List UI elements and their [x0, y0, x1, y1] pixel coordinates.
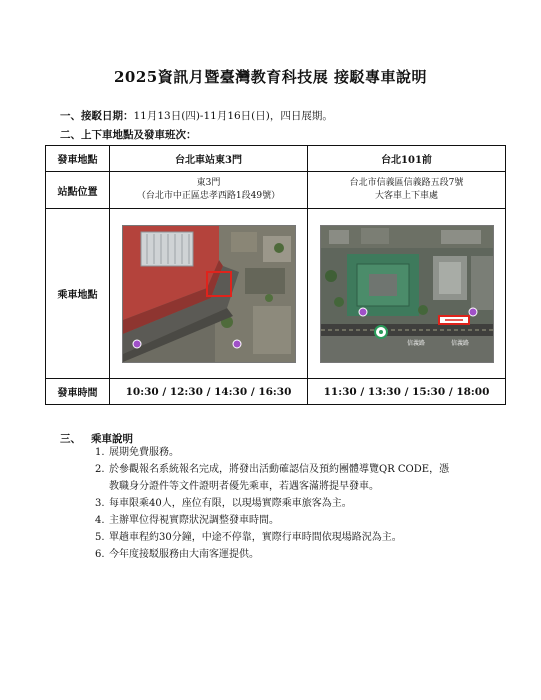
document-title: 2025資訊月暨臺灣教育科技展 接駁專車說明 — [114, 68, 427, 86]
shuttle-dates-label: 一、接駁日期： — [60, 110, 134, 122]
list-item — [95, 529, 455, 546]
map-road-label-1: 信義路 — [406, 339, 425, 347]
note-text: 單趟車程約30分鐘，中途不停靠，實際行車時間依現場路況為主。 — [109, 532, 402, 543]
note-text: 今年度接駁服務由大南客運提供。 — [109, 549, 259, 560]
section-2-heading: 二、上下車地點及發車班次： — [60, 129, 197, 141]
label-departure-time: 發車時間 — [46, 379, 110, 405]
note-text: 主辦單位得視實際狀況調整發車時間。 — [109, 515, 279, 526]
shuttle-dates — [60, 108, 333, 123]
satellite-map-main-station — [122, 225, 296, 363]
station-main-address — [110, 172, 308, 209]
label-station-position: 站點位置 — [46, 172, 110, 209]
label-boarding-location: 乘車地點 — [46, 209, 110, 379]
note-number: 2. — [95, 464, 105, 475]
note-number: 1. — [95, 447, 105, 458]
header-taipei-101: 台北101前 — [308, 146, 506, 172]
note-number: 3. — [95, 498, 105, 509]
station-101-address — [308, 172, 506, 209]
section-3-number: 三、 — [60, 433, 81, 445]
note-text: 每車限乘40人，座位有限，以現場實際乘車旅客為主。 — [109, 498, 352, 509]
station-main-street: （台北市中正區忠孝西路1段49號） — [136, 191, 281, 201]
times-taipei-101: 11:30 / 13:30 / 15:30 / 18:00 — [308, 379, 506, 405]
note-text: 於參觀報名系統報名完成，將發出活動確認信及預約團體導覽QR CODE，憑教職身分證件等文件證明者優先乘車，若遇客滿將提早發車。 — [109, 464, 450, 492]
station-main-gate: 東3門 — [196, 178, 221, 188]
section-3-title: 乘車說明 — [91, 433, 133, 445]
station-101-street: 台北市信義區信義路五段7號 — [349, 178, 464, 188]
map-cell-main-station — [110, 209, 308, 379]
list-item — [95, 546, 455, 563]
times-main-station: 10:30 / 12:30 / 14:30 / 16:30 — [110, 379, 308, 405]
station-101-stop: 大客車上下車處 — [374, 191, 438, 201]
note-number: 4. — [95, 515, 105, 526]
map-road-label-2: 信義路 — [450, 339, 469, 347]
note-number: 6. — [95, 549, 105, 560]
list-item — [95, 512, 455, 529]
shuttle-dates-value: 11月13日(四)-11月16日(日)，四日展期。 — [133, 110, 333, 122]
map-cell-taipei-101 — [308, 209, 506, 379]
header-taipei-main-station: 台北車站東3門 — [110, 146, 308, 172]
shuttle-table — [45, 145, 506, 405]
list-item — [95, 495, 455, 512]
boarding-notes-list — [95, 444, 455, 563]
list-item — [95, 461, 455, 495]
satellite-map-taipei-101 — [320, 225, 494, 363]
note-number: 5. — [95, 532, 105, 543]
note-text: 展期免費服務。 — [109, 447, 179, 458]
list-item — [95, 444, 455, 461]
label-departure-location: 發車地點 — [46, 146, 110, 172]
